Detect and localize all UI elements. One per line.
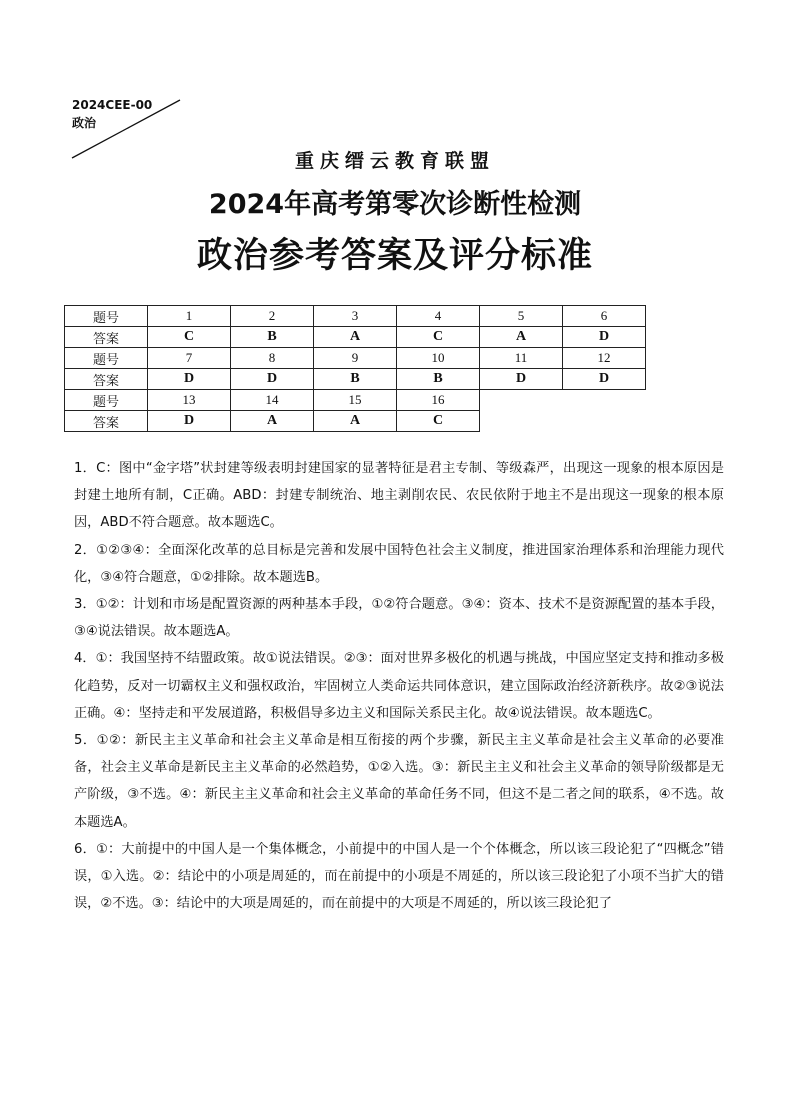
answer-cell: A xyxy=(314,327,397,348)
doc-subject: 政治 xyxy=(72,116,97,130)
question-number: 12 xyxy=(563,348,646,369)
answer-cell: B xyxy=(314,369,397,390)
answer-table xyxy=(64,305,646,432)
answer-cell: D xyxy=(231,369,314,390)
question-number: 6 xyxy=(563,306,646,327)
explanation-item: 3．①②：计划和市场是配置资源的两种基本手段，①②符合题意。③④：资本、技术不是资源配置的基本手段，③④说法错误。故本题选A。 xyxy=(74,597,724,640)
answer-label: 答案 xyxy=(65,411,148,432)
empty-cell xyxy=(480,390,563,411)
question-number: 4 xyxy=(397,306,480,327)
question-number: 15 xyxy=(314,390,397,411)
answer-cell: C xyxy=(397,411,480,432)
question-label: 题号 xyxy=(65,306,148,327)
empty-cell xyxy=(563,411,646,432)
answer-cell: B xyxy=(397,369,480,390)
answer-cell: B xyxy=(231,327,314,348)
question-label: 题号 xyxy=(65,390,148,411)
explanation-item: 2．①②③④：全面深化改革的总目标是完善和发展中国特色社会主义制度，推进国家治理体系和治理能力现代化，③④符合题意，①②排除。故本题选B。 xyxy=(74,542,724,585)
answer-cell: D xyxy=(563,327,646,348)
explanations xyxy=(74,455,724,917)
question-number: 8 xyxy=(231,348,314,369)
question-number: 10 xyxy=(397,348,480,369)
answer-cell: D xyxy=(563,369,646,390)
table-row xyxy=(65,411,646,432)
answer-label: 答案 xyxy=(65,369,148,390)
answer-cell: C xyxy=(148,327,231,348)
table-row xyxy=(65,348,646,369)
answer-cell: A xyxy=(231,411,314,432)
table-row xyxy=(65,369,646,390)
explanation-item: 1．C：图中“金字塔”状封建等级表明封建国家的显著特征是君主专制、等级森严，出现这一现象的根本原因是封建土地所有制，C正确。ABD：封建专制统治、地主剥削农民、农民依附于地主不是出现这一现象的根本原因，ABD不符合题意。故本题选C。 xyxy=(74,461,724,531)
answer-cell: D xyxy=(148,411,231,432)
exam-title: 2024年高考第零次诊断性检测 xyxy=(208,189,582,220)
doc-code: 2024CEE-00 xyxy=(72,98,153,112)
question-number: 16 xyxy=(397,390,480,411)
explanation-item: 4．①：我国坚持不结盟政策。故①说法错误。②③：面对世界多极化的机遇与挑战，中国应坚定支持和推动多极化趋势，反对一切霸权主义和强权政治，牢固树立人类命运共同体意识，建立国际政治经济新秩序。故②③说法正确。④：坚持走和平发展道路，积极倡导多边主义和国际关系民主化。故④说法错误。故本题选C。 xyxy=(74,651,724,721)
question-number: 1 xyxy=(148,306,231,327)
page-title: 政治参考答案及评分标准 xyxy=(196,236,593,276)
question-number: 3 xyxy=(314,306,397,327)
answer-label: 答案 xyxy=(65,327,148,348)
answer-cell: C xyxy=(397,327,480,348)
answer-cell: A xyxy=(314,411,397,432)
question-number: 14 xyxy=(231,390,314,411)
org-name: 重庆缙云教育联盟 xyxy=(294,150,495,172)
answer-cell: D xyxy=(480,369,563,390)
empty-cell xyxy=(563,390,646,411)
table-row xyxy=(65,327,646,348)
question-number: 2 xyxy=(231,306,314,327)
question-number: 7 xyxy=(148,348,231,369)
question-number: 9 xyxy=(314,348,397,369)
explanation-item: 5．①②：新民主主义革命和社会主义革命是相互衔接的两个步骤，新民主主义革命是社会主义革命的必要准备，社会主义革命是新民主主义革命的必然趋势，①②入选。③：新民主主义和社会主义革命的领导阶级都是无产阶级，③不选。④：新民主主义革命和社会主义革命的革命任务不同，但这不是二者之间的联系，④不选。故本题选A。 xyxy=(74,733,724,830)
question-number: 13 xyxy=(148,390,231,411)
empty-cell xyxy=(480,411,563,432)
explanation-item: 6．①：大前提中的中国人是一个集体概念，小前提中的中国人是一个个体概念，所以该三段论犯了“四概念”错误，①入选。②：结论中的小项是周延的，而在前提中的小项是不周延的，所以该三段论犯了小项不当扩大的错误，②不选。③：结论中的大项是周延的，而在前提中的大项是不周延的，所以该三段论犯了 xyxy=(74,841,724,912)
question-label: 题号 xyxy=(65,348,148,369)
question-number: 11 xyxy=(480,348,563,369)
answer-cell: D xyxy=(148,369,231,390)
question-number: 5 xyxy=(480,306,563,327)
answer-cell: A xyxy=(480,327,563,348)
table-row xyxy=(65,390,646,411)
table-row xyxy=(65,306,646,327)
